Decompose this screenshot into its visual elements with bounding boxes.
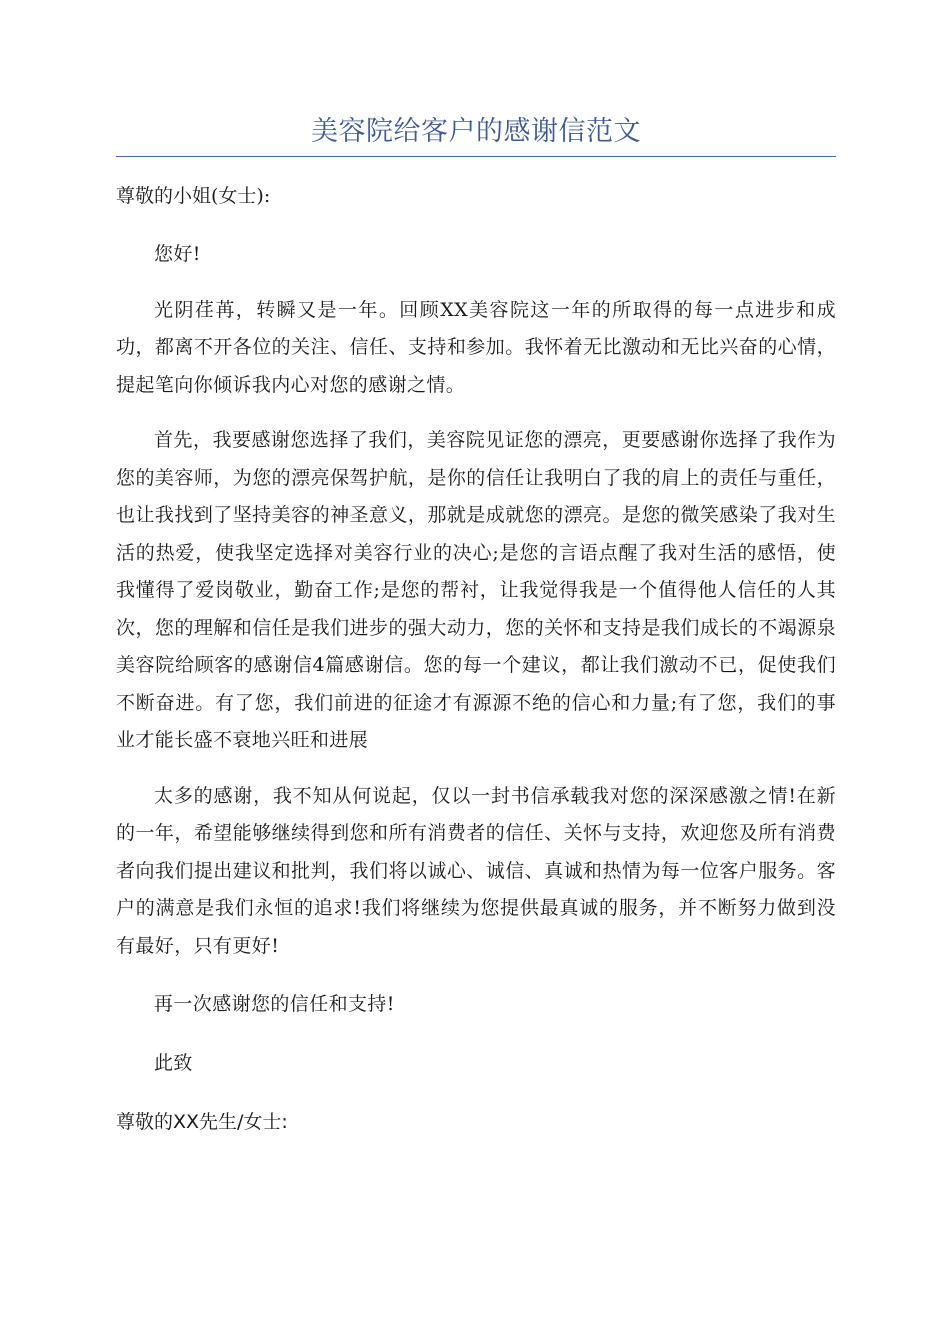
salutation: 尊敬的小姐(女士):	[116, 185, 271, 207]
regards: 此致	[154, 1051, 193, 1074]
document-title: 美容院给客户的感谢信范文	[116, 112, 836, 157]
thanks-again: 再一次感谢您的信任和支持!	[154, 993, 395, 1015]
document-page	[116, 112, 836, 1141]
paragraph-1: 光阴荏苒，转瞬又是一年。回顾XX美容院这一年的所取得的每一点进步和成功，都离不开各位的关注、信任、支持和参加。我怀着无比激动和无比兴奋的心情，提起笔向你倾诉我内心对您的感谢之情。	[116, 298, 836, 396]
closing-salutation: 尊敬的XX先生/女士:	[116, 1111, 288, 1133]
greeting: 您好!	[154, 243, 201, 265]
paragraph-3: 太多的感谢，我不知从何说起，仅以一封书信承载我对您的深深感激之情!在新的一年，希望能够继续得到您和所有消费者的信任、关怀与支持，欢迎您及所有消费者向我们提出建议和批判，我们将以诚心、诚信、真诚和热情为每一位客户服务。客户的满意是我们永恒的追求!我们将继续为您提供最真诚的服务，并不断努力做到没有最好，只有更好!	[116, 784, 836, 957]
paragraph-2: 首先，我要感谢您选择了我们，美容院见证您的漂亮，更要感谢你选择了我作为您的美容师，为您的漂亮保驾护航，是你的信任让我明白了我的肩上的责任与重任，也让我找到了坚持美容的神圣意义，那就是成就您的漂亮。是您的微笑感染了我对生活的热爱，使我坚定选择对美容行业的决心;是您的言语点醒了我对生活的感悟，使我懂得了爱岗敬业，勤奋工作;是您的帮衬，让我觉得我是一个值得他人信任的人其次，您的理解和信任是我们进步的强大动力，您的关怀和支持是我们成长的不竭源泉美容院给顾客的感谢信4篇感谢信。您的每一个建议，都让我们激动不已，促使我们不断奋进。有了您，我们前进的征途才有源源不绝的信心和力量;有了您，我们的事业才能长盛不衰地兴旺和进展	[116, 429, 836, 751]
